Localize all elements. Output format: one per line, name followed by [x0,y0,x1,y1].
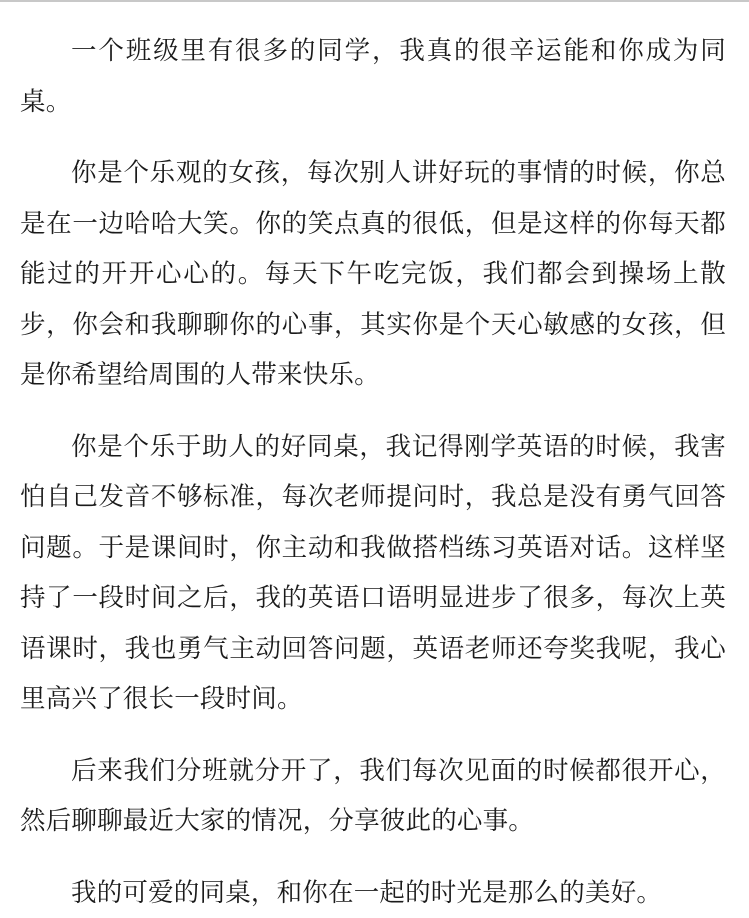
paragraph-5: 我的可爱的同桌，和你在一起的时光是那么的美好。 [20,868,726,918]
paragraph-4: 后来我们分班就分开了，我们每次见面的时候都很开心，然后聊聊最近大家的情况，分享彼此的心事。 [20,746,726,847]
paragraph-3: 你是个乐于助人的好同桌，我记得刚学英语的时候，我害怕自己发音不够标准，每次老师提问时，我总是没有勇气回答问题。于是课间时，你主动和我做搭档练习英语对话。这样坚持了一段时间之后，我的英语口语明显进步了很多，每次上英语课时，我也勇气主动回答问题，英语老师还夸奖我呢，我心里高兴了很长一段时间。 [20,422,726,725]
paragraph-1: 一个班级里有很多的同学，我真的很辛运能和你成为同桌。 [20,26,726,127]
top-divider [0,0,749,2]
paragraph-2: 你是个乐观的女孩，每次别人讲好玩的事情的时候，你总是在一边哈哈大笑。你的笑点真的很低，但是这样的你每天都能过的开开心心的。每天下午吃完饭，我们都会到操场上散步，你会和我聊聊你的心事，其实你是个天心敏感的女孩，但是你希望给周围的人带来快乐。 [20,148,726,401]
article-body [20,26,726,918]
